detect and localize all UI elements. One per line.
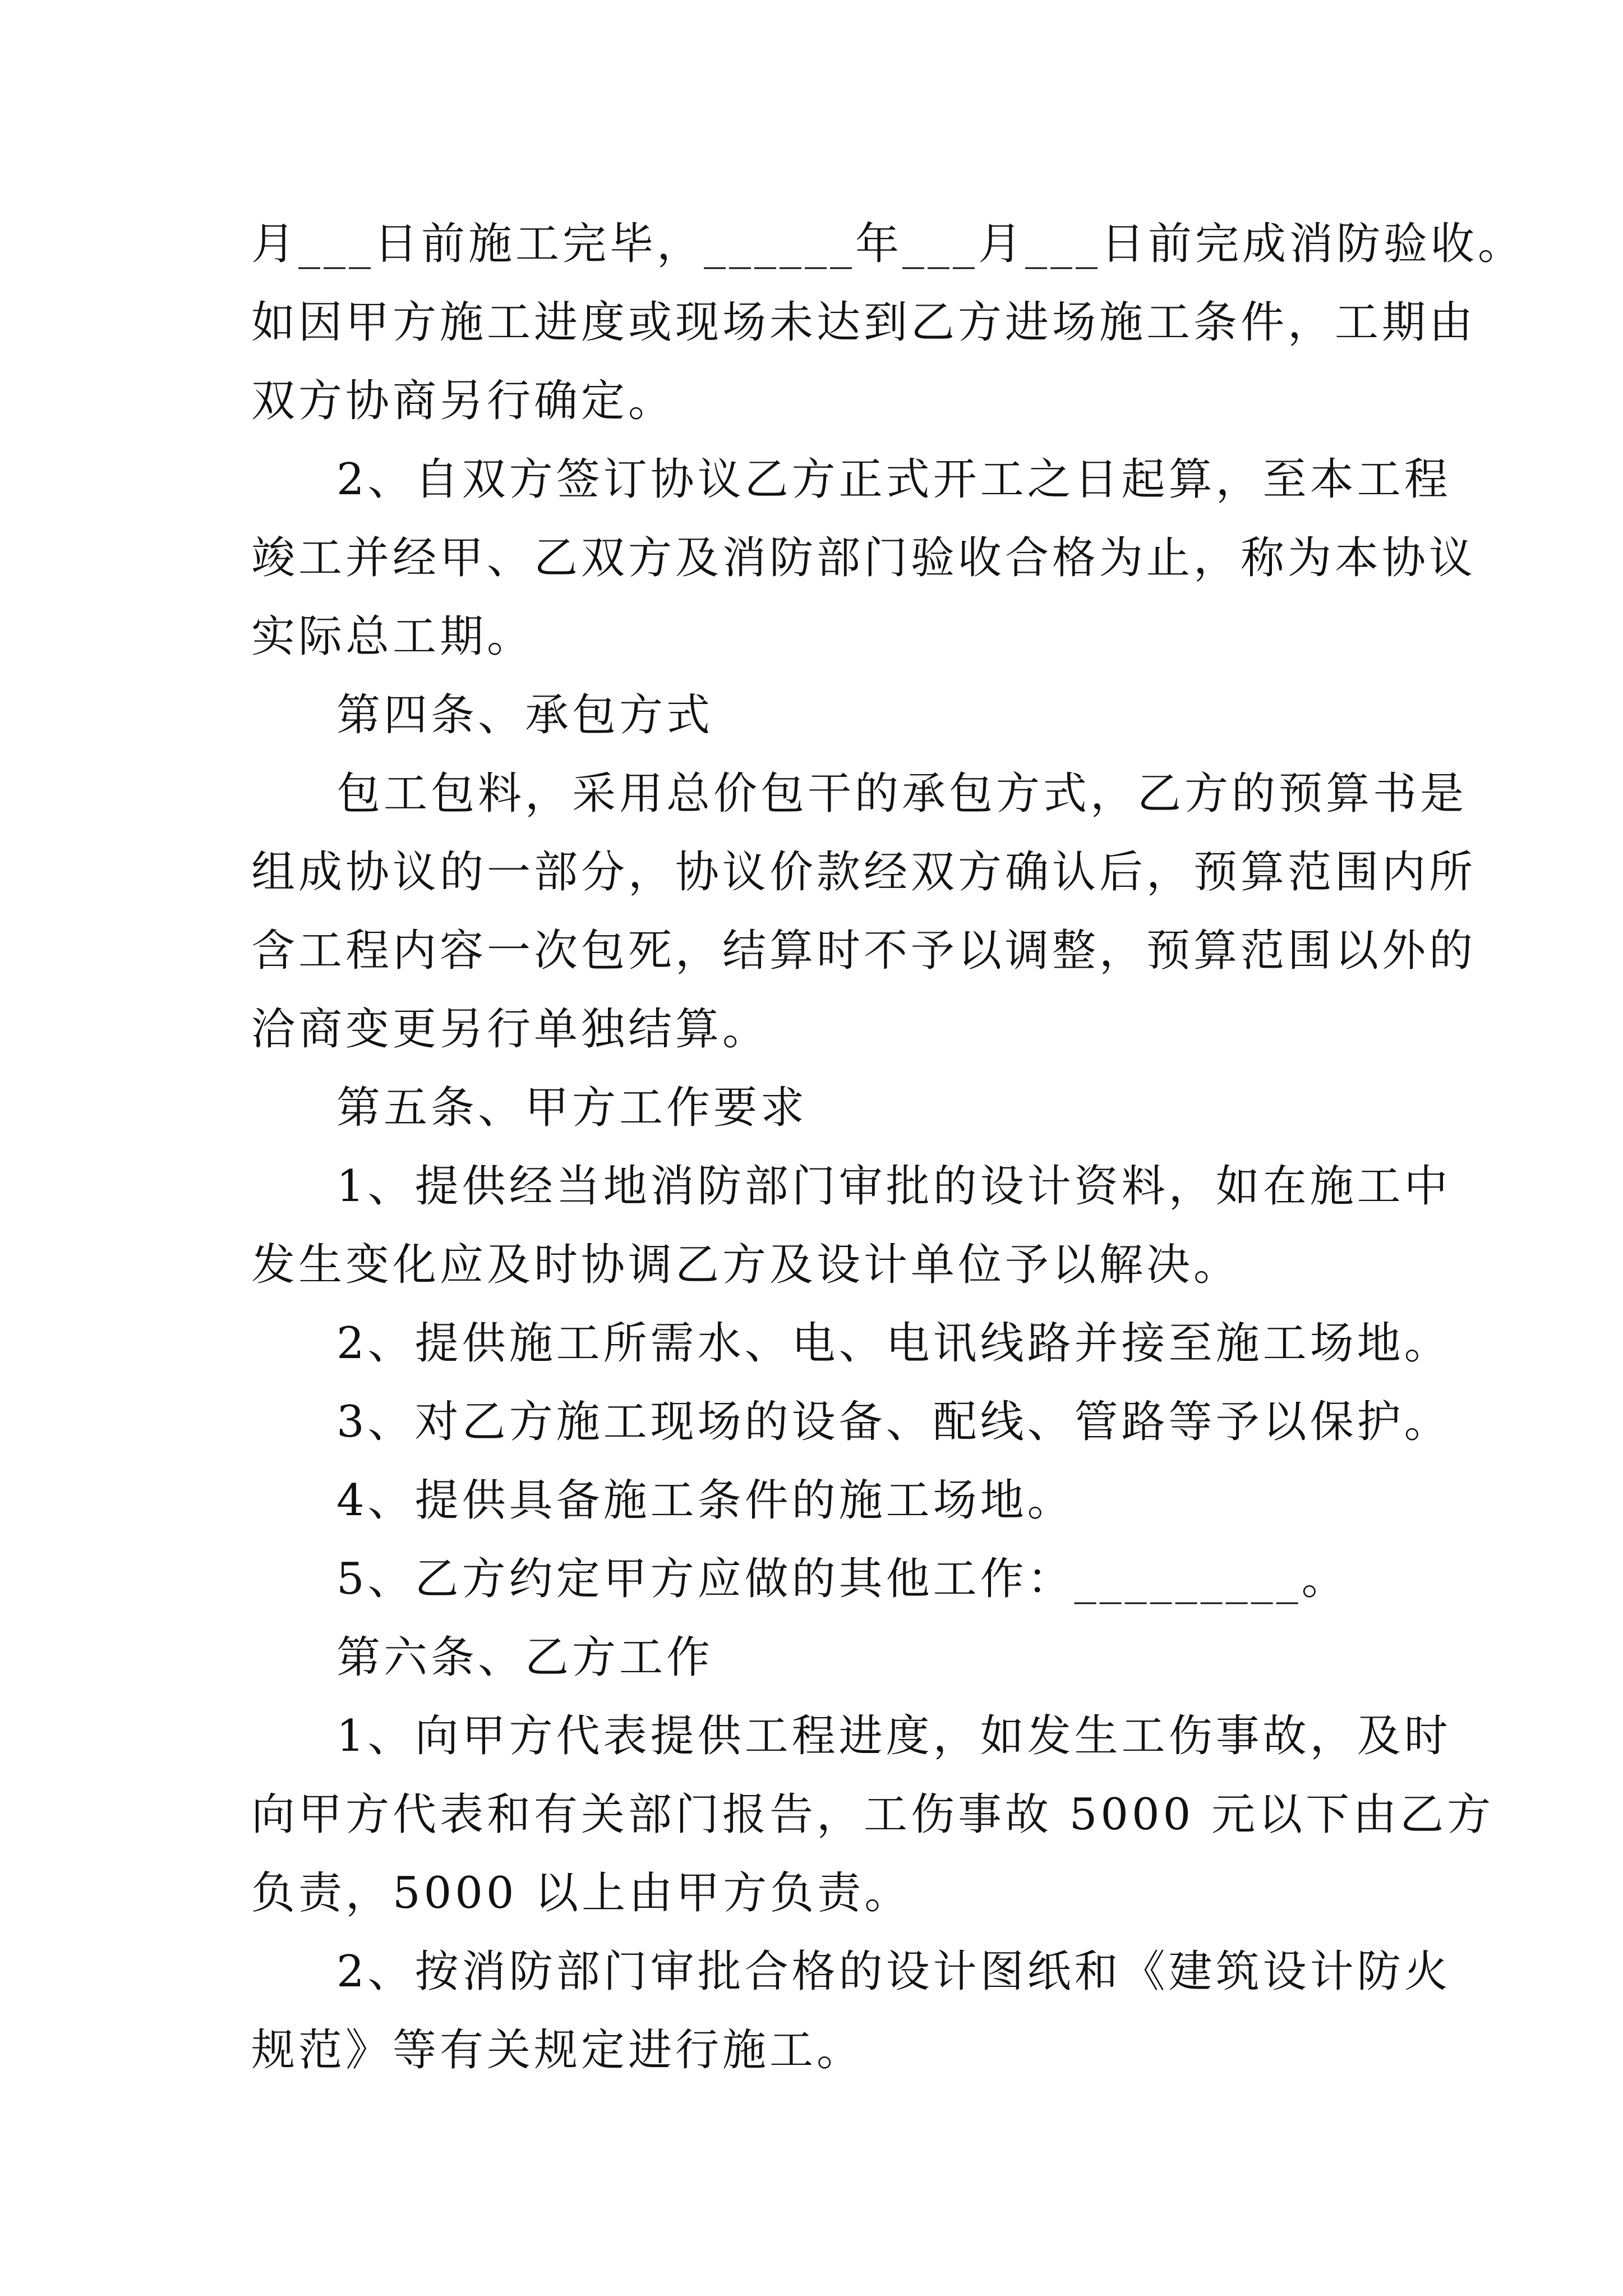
paragraph-line: 发生变化应及时协调乙方及设计单位予以解决。	[251, 1240, 1241, 1290]
paragraph-line: 月___日前施工完毕，______年___月___日前完成消防验收。	[251, 219, 1525, 269]
paragraph-line: 包工包料，采用总价包干的承包方式，乙方的预算书是	[336, 769, 1468, 819]
paragraph-line: 竣工并经甲、乙双方及消防部门验收合格为止，称为本协议	[251, 533, 1477, 583]
section-heading: 第四条、承包方式	[336, 690, 714, 740]
paragraph-line: 2、提供施工所需水、电、电讯线路并接至施工场地。	[336, 1318, 1451, 1369]
paragraph-line: 洽商变更另行单独结算。	[251, 1004, 770, 1055]
section-heading: 第六条、乙方工作	[336, 1632, 714, 1683]
paragraph-line: 5、乙方约定甲方应做的其他工作：_________。	[336, 1554, 1349, 1604]
paragraph-line: 1、向甲方代表提供工程进度，如发生工伤事故，及时	[336, 1711, 1451, 1761]
paragraph-line: 含工程内容一次包死，结算时不予以调整，预算范围以外的	[251, 926, 1477, 976]
paragraph-line: 4、提供具备施工条件的施工场地。	[336, 1475, 1075, 1526]
paragraph-line: 向甲方代表和有关部门报告，工伤事故 5000 元以下由乙方	[251, 1789, 1495, 1840]
paragraph-line: 规范》等有关规定进行施工。	[251, 2025, 864, 2076]
paragraph-line: 双方协商另行确定。	[251, 376, 676, 426]
paragraph-line: 3、对乙方施工现场的设备、配线、管路等予以保护。	[336, 1397, 1451, 1447]
paragraph-line: 负责，5000 以上由甲方负责。	[251, 1868, 912, 1918]
paragraph-line: 如因甲方施工进度或现场未达到乙方进场施工条件，工期由	[251, 297, 1477, 348]
section-heading: 第五条、甲方工作要求	[336, 1083, 808, 1133]
paragraph-line: 1、提供经当地消防部门审批的设计资料，如在施工中	[336, 1161, 1451, 1212]
paragraph-line: 组成协议的一部分，协议价款经双方确认后，预算范围内所	[251, 847, 1477, 898]
paragraph-line: 2、按消防部门审批合格的设计图纸和《建筑设计防火	[336, 1947, 1451, 1997]
paragraph-line: 2、自双方签订协议乙方正式开工之日起算，至本工程	[336, 454, 1451, 505]
paragraph-line: 实际总工期。	[251, 611, 534, 662]
